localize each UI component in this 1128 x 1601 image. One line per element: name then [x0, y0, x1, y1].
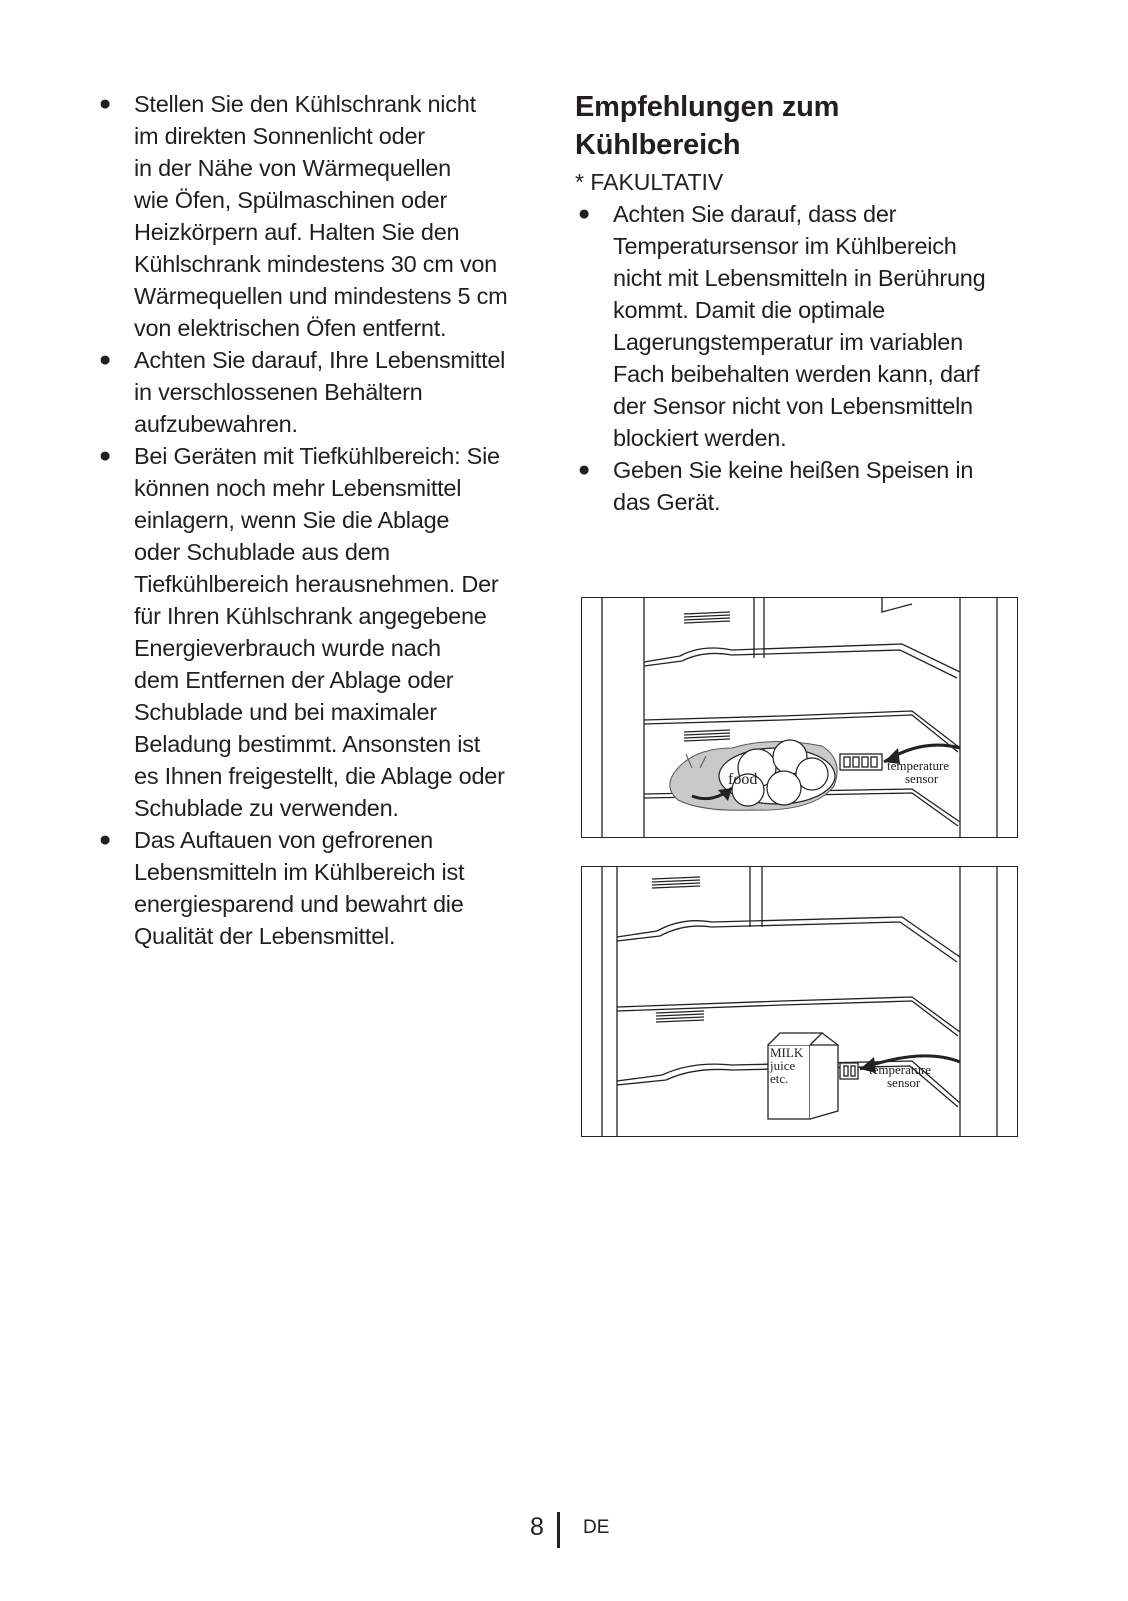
carton-label-milk: MILK — [770, 1045, 804, 1060]
text-line: der Sensor nicht von Lebensmitteln — [613, 393, 973, 419]
left-bullet-list — [96, 88, 546, 952]
page-footer — [0, 1510, 1128, 1550]
carton-label-juice: juice — [770, 1058, 796, 1073]
heading-line: Kühlbereich — [575, 129, 741, 161]
footer-divider — [557, 1512, 560, 1548]
heading-line: Empfehlungen zum — [575, 91, 840, 123]
right-bullet-list — [575, 198, 1030, 518]
text-line: von elektrischen Öfen entfernt. — [134, 315, 447, 341]
sensor-label-line2: sensor — [887, 1075, 921, 1090]
text-line: Lagerungstemperatur im variablen — [613, 329, 963, 355]
text-line: energiesparend und bewahrt die — [134, 891, 464, 917]
text-line: Qualität der Lebensmittel. — [134, 923, 396, 949]
sensor-label-line2: sensor — [905, 771, 939, 786]
text-line: Achten Sie darauf, Ihre Lebensmittel — [134, 347, 506, 373]
fridge-interior-drawing — [582, 598, 1017, 837]
text-line: in verschlossenen Behältern — [134, 379, 423, 405]
fridge-carton-sensor-illustration — [581, 866, 1018, 1137]
right-column — [575, 88, 1030, 518]
bullet-temperature-sensor — [575, 198, 1030, 454]
language-code: DE — [583, 1517, 610, 1538]
text-line: Tiefkühlbereich herausnehmen. Der — [134, 571, 499, 597]
bullet-dot: ● — [98, 92, 112, 115]
food-label: food — [728, 771, 758, 788]
temperature-sensor-icon — [840, 754, 882, 770]
bullet-no-hot-food — [575, 454, 1030, 518]
section-heading — [575, 88, 1030, 164]
bullet-dot: ● — [577, 458, 591, 481]
bullet-dot: ● — [98, 828, 112, 851]
fridge-food-sensor-illustration — [581, 597, 1018, 838]
text-line: wie Öfen, Spülmaschinen oder — [134, 187, 448, 213]
text-line: kommt. Damit die optimale — [613, 297, 885, 323]
bullet-sun-heat-sources — [96, 88, 546, 344]
text-line: Stellen Sie den Kühlschrank nicht — [134, 91, 476, 117]
bullet-dot: ● — [577, 202, 591, 225]
text-line: für Ihren Kühlschrank angegebene — [134, 603, 487, 629]
text-line: Kühlschrank mindestens 30 cm von — [134, 251, 497, 277]
text-line: Wärmequellen und mindestens 5 cm — [134, 283, 508, 309]
bullet-closed-containers — [96, 344, 546, 440]
text-line: dem Entfernen der Ablage oder — [134, 667, 454, 693]
page-number: 8 — [530, 1513, 544, 1541]
text-line: Achten Sie darauf, dass der — [613, 201, 897, 227]
text-line: das Gerät. — [613, 489, 721, 515]
text-line: Geben Sie keine heißen Speisen in — [613, 457, 974, 483]
text-line: Fach beibehalten werden kann, darf — [613, 361, 980, 387]
temperature-sensor-icon — [840, 1063, 858, 1079]
bullet-dot: ● — [98, 444, 112, 467]
carton-label-etc: etc. — [770, 1071, 789, 1086]
text-line: einlagern, wenn Sie die Ablage — [134, 507, 450, 533]
text-line: Das Auftauen von gefrorenen — [134, 827, 433, 853]
text-line: oder Schublade aus dem — [134, 539, 390, 565]
bullet-dot: ● — [98, 348, 112, 371]
left-column — [96, 88, 546, 952]
sensor-label-line1: temperature — [869, 1062, 932, 1077]
text-line: aufzubewahren. — [134, 411, 298, 437]
text-line: Schublade und bei maximaler — [134, 699, 437, 725]
text-line: im direkten Sonnenlicht oder — [134, 123, 425, 149]
text-line: Temperatursensor im Kühlbereich — [613, 233, 957, 259]
text-line: Schublade zu verwenden. — [134, 795, 399, 821]
vent-grille-icon — [652, 877, 704, 1022]
text-line: Heizkörpern auf. Halten Sie den — [134, 219, 460, 245]
text-line: Beladung bestimmt. Ansonsten ist — [134, 731, 481, 757]
optional-note: * FAKULTATIV — [575, 169, 724, 195]
sensor-label-line1: temperature — [887, 758, 950, 773]
text-line: nicht mit Lebensmitteln in Berührung — [613, 265, 986, 291]
text-line: es Ihnen freigestellt, die Ablage oder — [134, 763, 505, 789]
text-line: Energieverbrauch wurde nach — [134, 635, 441, 661]
text-line: Bei Geräten mit Tiefkühlbereich: Sie — [134, 443, 500, 469]
text-line: in der Nähe von Wärmequellen — [134, 155, 451, 181]
text-line: blockiert werden. — [613, 425, 787, 451]
fridge-interior-drawing — [582, 867, 1017, 1136]
bullet-thawing — [96, 824, 546, 952]
text-line: können noch mehr Lebensmittel — [134, 475, 462, 501]
bullet-freezer-compartment — [96, 440, 546, 824]
text-line: Lebensmitteln im Kühlbereich ist — [134, 859, 465, 885]
